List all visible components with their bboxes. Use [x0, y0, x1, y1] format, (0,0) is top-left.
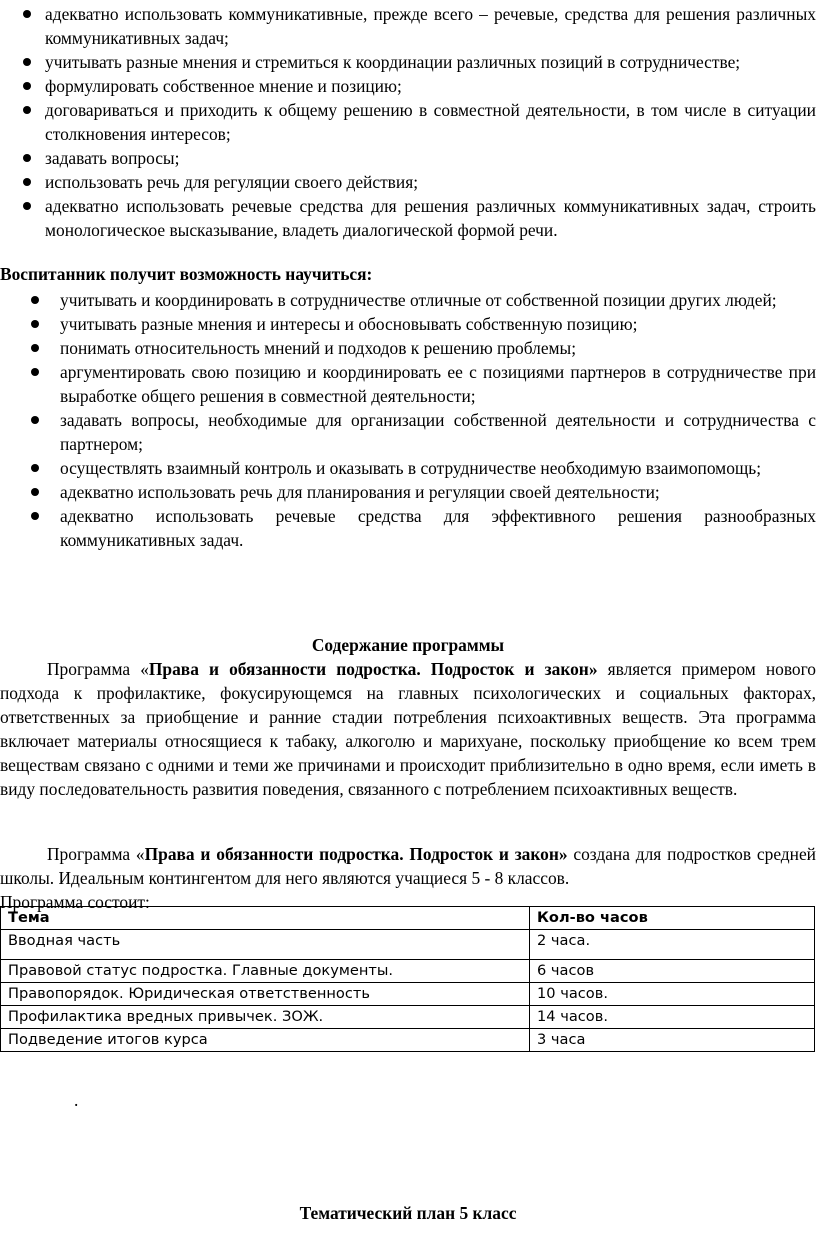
program-name: Права и обязанности подростка. Подросток и закон» — [144, 844, 568, 864]
table-row — [1, 930, 815, 960]
table-row — [1, 1006, 815, 1029]
list-item-text: задавать вопросы; — [45, 148, 180, 168]
table-row — [1, 1029, 815, 1052]
list-item — [0, 146, 816, 170]
column-header-topic: Тема — [1, 907, 530, 930]
paragraph-prefix: Программа « — [47, 844, 145, 864]
list-item — [0, 50, 816, 74]
list-item-text: учитывать и координировать в сотрудничестве отличные от собственной позиции других людей; — [60, 290, 777, 310]
paragraph-text: создана для подростков средней школы. Идеальным контингентом для него являются учащиеся 5 - 8 классов. — [0, 844, 816, 888]
table-row — [1, 983, 815, 1006]
table-header-row — [1, 907, 815, 930]
stray-mark: . — [74, 1090, 79, 1110]
bullet-icon — [23, 58, 31, 66]
list-item-text: адекватно использовать речевые средства для эффективного решения разнообразных коммуникативных задач. — [60, 506, 816, 550]
topic-cell: Правопорядок. Юридическая ответственность — [1, 983, 530, 1006]
list-item — [0, 360, 816, 408]
column-header-hours: Кол-во часов — [530, 907, 815, 930]
hours-cell: 10 часов. — [530, 983, 815, 1006]
program-audience-paragraph — [0, 842, 816, 914]
list-item — [0, 408, 816, 456]
list-item — [0, 170, 816, 194]
list-item-text: учитывать разные мнения и интересы и обосновывать собственную позицию; — [60, 314, 638, 334]
bullet-icon — [23, 154, 31, 162]
bullet-icon — [31, 488, 39, 496]
list-item — [0, 312, 816, 336]
list-item-text: адекватно использовать речевые средства для решения различных коммуникативных задач, строить монологическое высказывание, владеть диалогической формой речи. — [45, 196, 816, 240]
list-item — [0, 480, 816, 504]
list-item-text: задавать вопросы, необходимые для организации собственной деятельности и сотрудничества с партнером; — [60, 410, 816, 454]
paragraph-prefix: Программа « — [47, 659, 149, 679]
list-item-text: адекватно использовать коммуникативные, прежде всего – речевые, средства для решения различных коммуникативных задач; — [45, 4, 816, 48]
bullet-icon — [31, 416, 39, 424]
topic-cell: Вводная часть — [1, 930, 530, 960]
hours-cell: 6 часов — [530, 960, 815, 983]
list-item-text: формулировать собственное мнение и позицию; — [45, 76, 402, 96]
topic-cell: Профилактика вредных привычек. ЗОЖ. — [1, 1006, 530, 1029]
bullet-icon — [23, 106, 31, 114]
list-item-text: аргументировать свою позицию и координировать ее с позициями партнеров в сотрудничестве при выработке общего решения в совместной деятельности; — [60, 362, 816, 406]
list-item — [0, 2, 816, 50]
program-table — [0, 906, 815, 1052]
list-item-text: использовать речь для регуляции своего действия; — [45, 172, 419, 192]
topic-cell: Подведение итогов курса — [1, 1029, 530, 1052]
list-item — [0, 456, 816, 480]
list-item — [0, 504, 816, 552]
program-name: Права и обязанности подростка. Подросток и закон» — [148, 659, 598, 679]
list-item-text: договариваться и приходить к общему решению в совместной деятельности, в том числе в ситуации столкновения интересов; — [45, 100, 816, 144]
bullet-icon — [31, 320, 39, 328]
table-row — [1, 960, 815, 983]
list-item-text: осуществлять взаимный контроль и оказывать в сотрудничестве необходимую взаимопомощь; — [60, 458, 762, 478]
bullet-icon — [31, 296, 39, 304]
hours-cell: 2 часа. — [530, 930, 815, 960]
list-item-text: понимать относительность мнений и подходов к решению проблемы; — [60, 338, 577, 358]
bullet-icon — [31, 512, 39, 520]
bullet-icon — [23, 202, 31, 210]
can-learn-heading: Воспитанник получит возможность научиться: — [0, 264, 373, 284]
bullet-icon — [23, 178, 31, 186]
paragraph-tail: Программа состоит: — [0, 892, 150, 912]
list-item-text: адекватно использовать речь для планирования и регуляции своей деятельности; — [60, 482, 660, 502]
bullet-icon — [31, 464, 39, 472]
list-item — [0, 74, 816, 98]
opportunity-list — [0, 288, 816, 552]
list-item — [0, 288, 816, 312]
bullet-icon — [31, 368, 39, 376]
competency-list — [0, 2, 816, 242]
topic-cell: Правовой статус подростка. Главные документы. — [1, 960, 530, 983]
bullet-icon — [23, 82, 31, 90]
program-description-paragraph — [0, 657, 816, 801]
hours-cell: 14 часов. — [530, 1006, 815, 1029]
plan-title: Тематический план 5 класс — [299, 1203, 517, 1223]
hours-cell: 3 часа — [530, 1029, 815, 1052]
section-title: Содержание программы — [311, 635, 505, 655]
list-item — [0, 194, 816, 242]
list-item-text: учитывать разные мнения и стремиться к координации различных позиций в сотрудничестве; — [45, 52, 741, 72]
paragraph-text: является примером нового подхода к профилактике, фокусирующемся на главных психологических и социальных факторах, ответственных за приобщение и ранние стадии потребления психоактивных веществ. Эта программа включает материалы относящиеся к табаку, алкоголю и марихуане, поскольку приобщение ко всем трем веществам связано с одними и теми же причинами и происходит приблизительно в одно время, если иметь в виду последовательность развития поведения, связанного с потреблением психоактивных веществ. — [0, 659, 816, 799]
bullet-icon — [31, 344, 39, 352]
list-item — [0, 98, 816, 146]
bullet-icon — [23, 10, 31, 18]
list-item — [0, 336, 816, 360]
